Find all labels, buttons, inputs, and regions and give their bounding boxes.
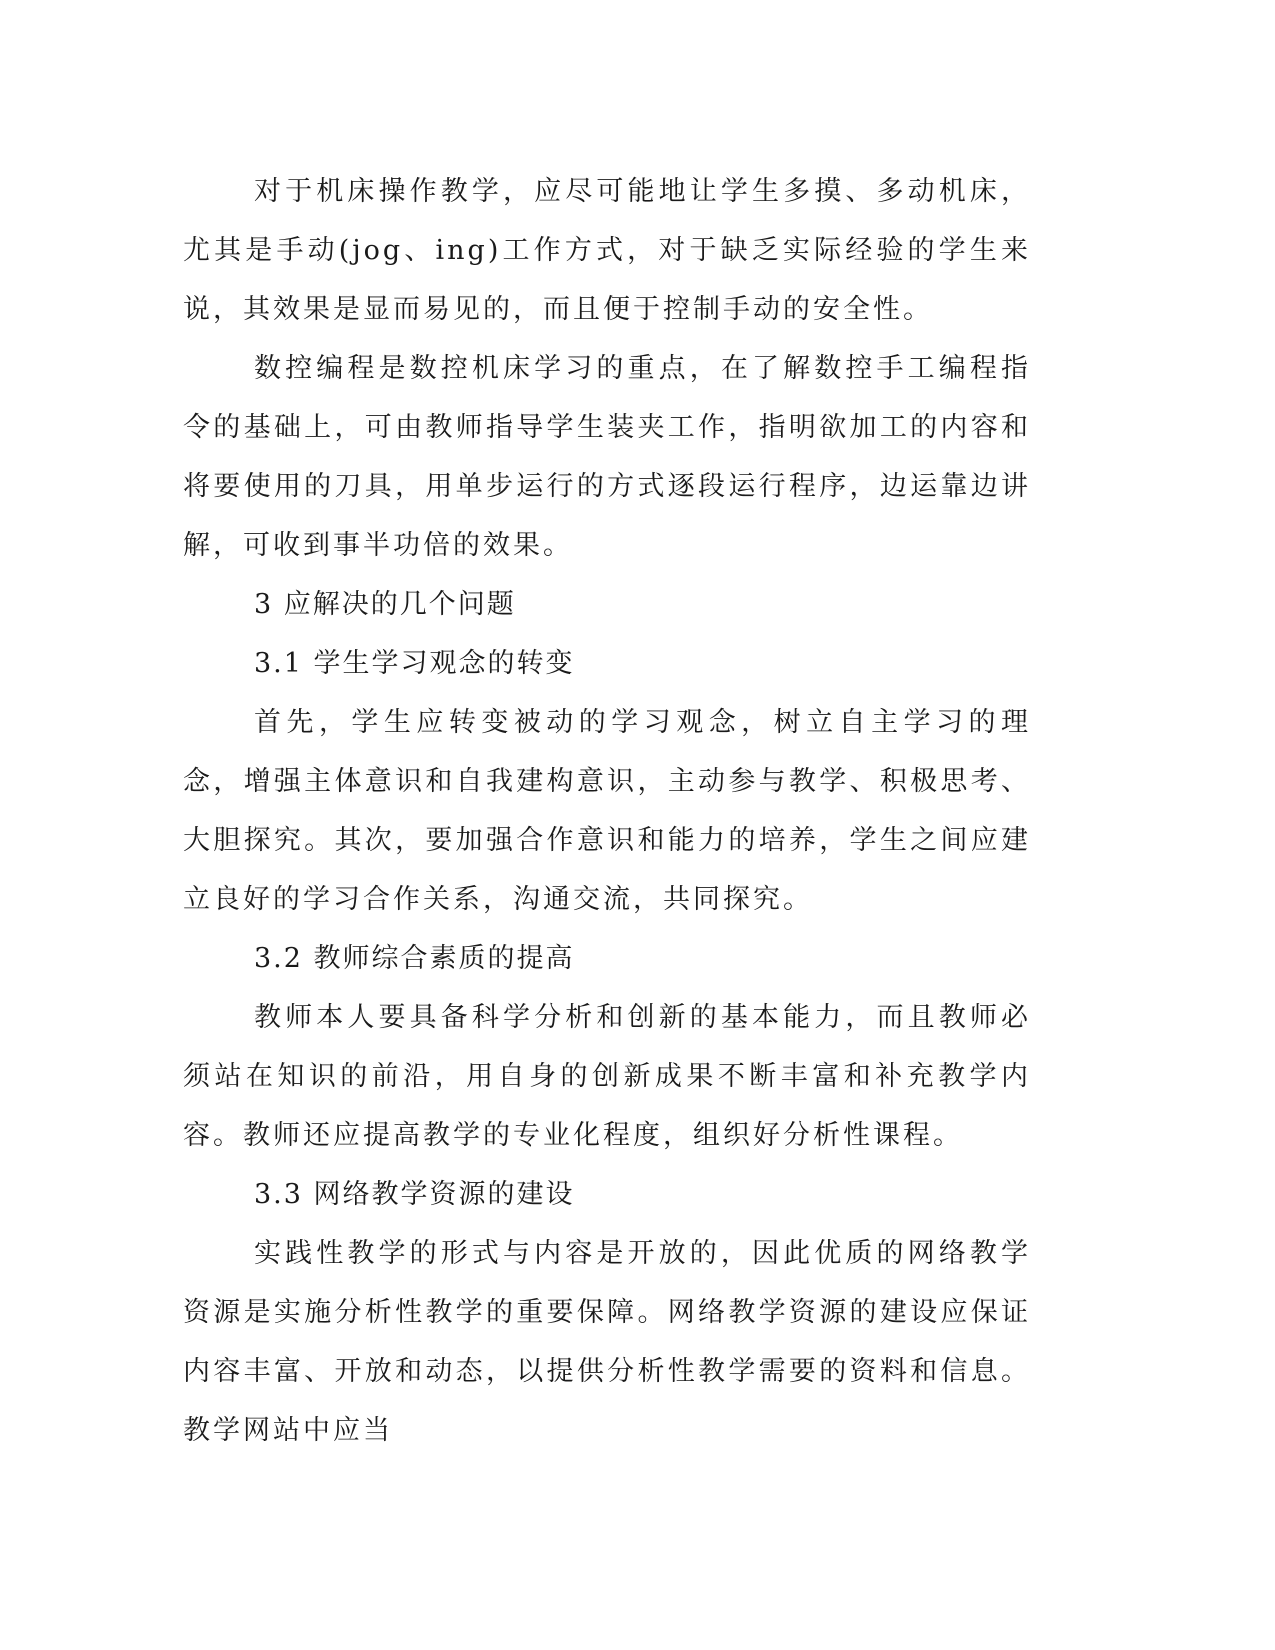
paragraph-cnc-programming: 数控编程是数控机床学习的重点，在了解数控手工编程指令的基础上，可由教师指导学生装夹工作，指明欲加工的内容和将要使用的刀具，用单步运行的方式逐段运行程序，边运靠边讲解，可收到事半功倍的效果。 [183,353,1031,561]
paragraph-teacher-quality: 教师本人要具备科学分析和创新的基本能力，而且教师必须站在知识的前沿，用自身的创新成果不断丰富和补充教学内容。教师还应提高教学的专业化程度，组织好分析性课程。 [183,1002,1031,1151]
section-heading-3-1: 3.1 学生学习观念的转变 [254,648,575,679]
paragraph-network-resources: 实践性教学的形式与内容是开放的，因此优质的网络教学资源是实施分析性教学的重要保障。网络教学资源的建设应保证内容丰富、开放和动态，以提供分析性教学需要的资料和信息。教学网站中应当 [183,1238,1031,1446]
paragraph-student-concept: 首先，学生应转变被动的学习观念，树立自主学习的理念，增强主体意识和自我建构意识，主动参与教学、积极思考、大胆探究。其次，要加强合作意识和能力的培养，学生之间应建立良好的学习合作关系，沟通交流，共同探究。 [183,707,1031,915]
section-heading-3-3: 3.3 网络教学资源的建设 [254,1179,575,1210]
paragraph-machine-operation: 对于机床操作教学，应尽可能地让学生多摸、多动机床，尤其是手动(jog、ing)工作方式，对于缺乏实际经验的学生来说，其效果是显而易见的，而且便于控制手动的安全性。 [183,176,1031,325]
document-body [183,162,1031,1460]
section-heading-3-2: 3.2 教师综合素质的提高 [254,943,575,974]
section-heading-3: 3 应解决的几个问题 [254,589,516,620]
